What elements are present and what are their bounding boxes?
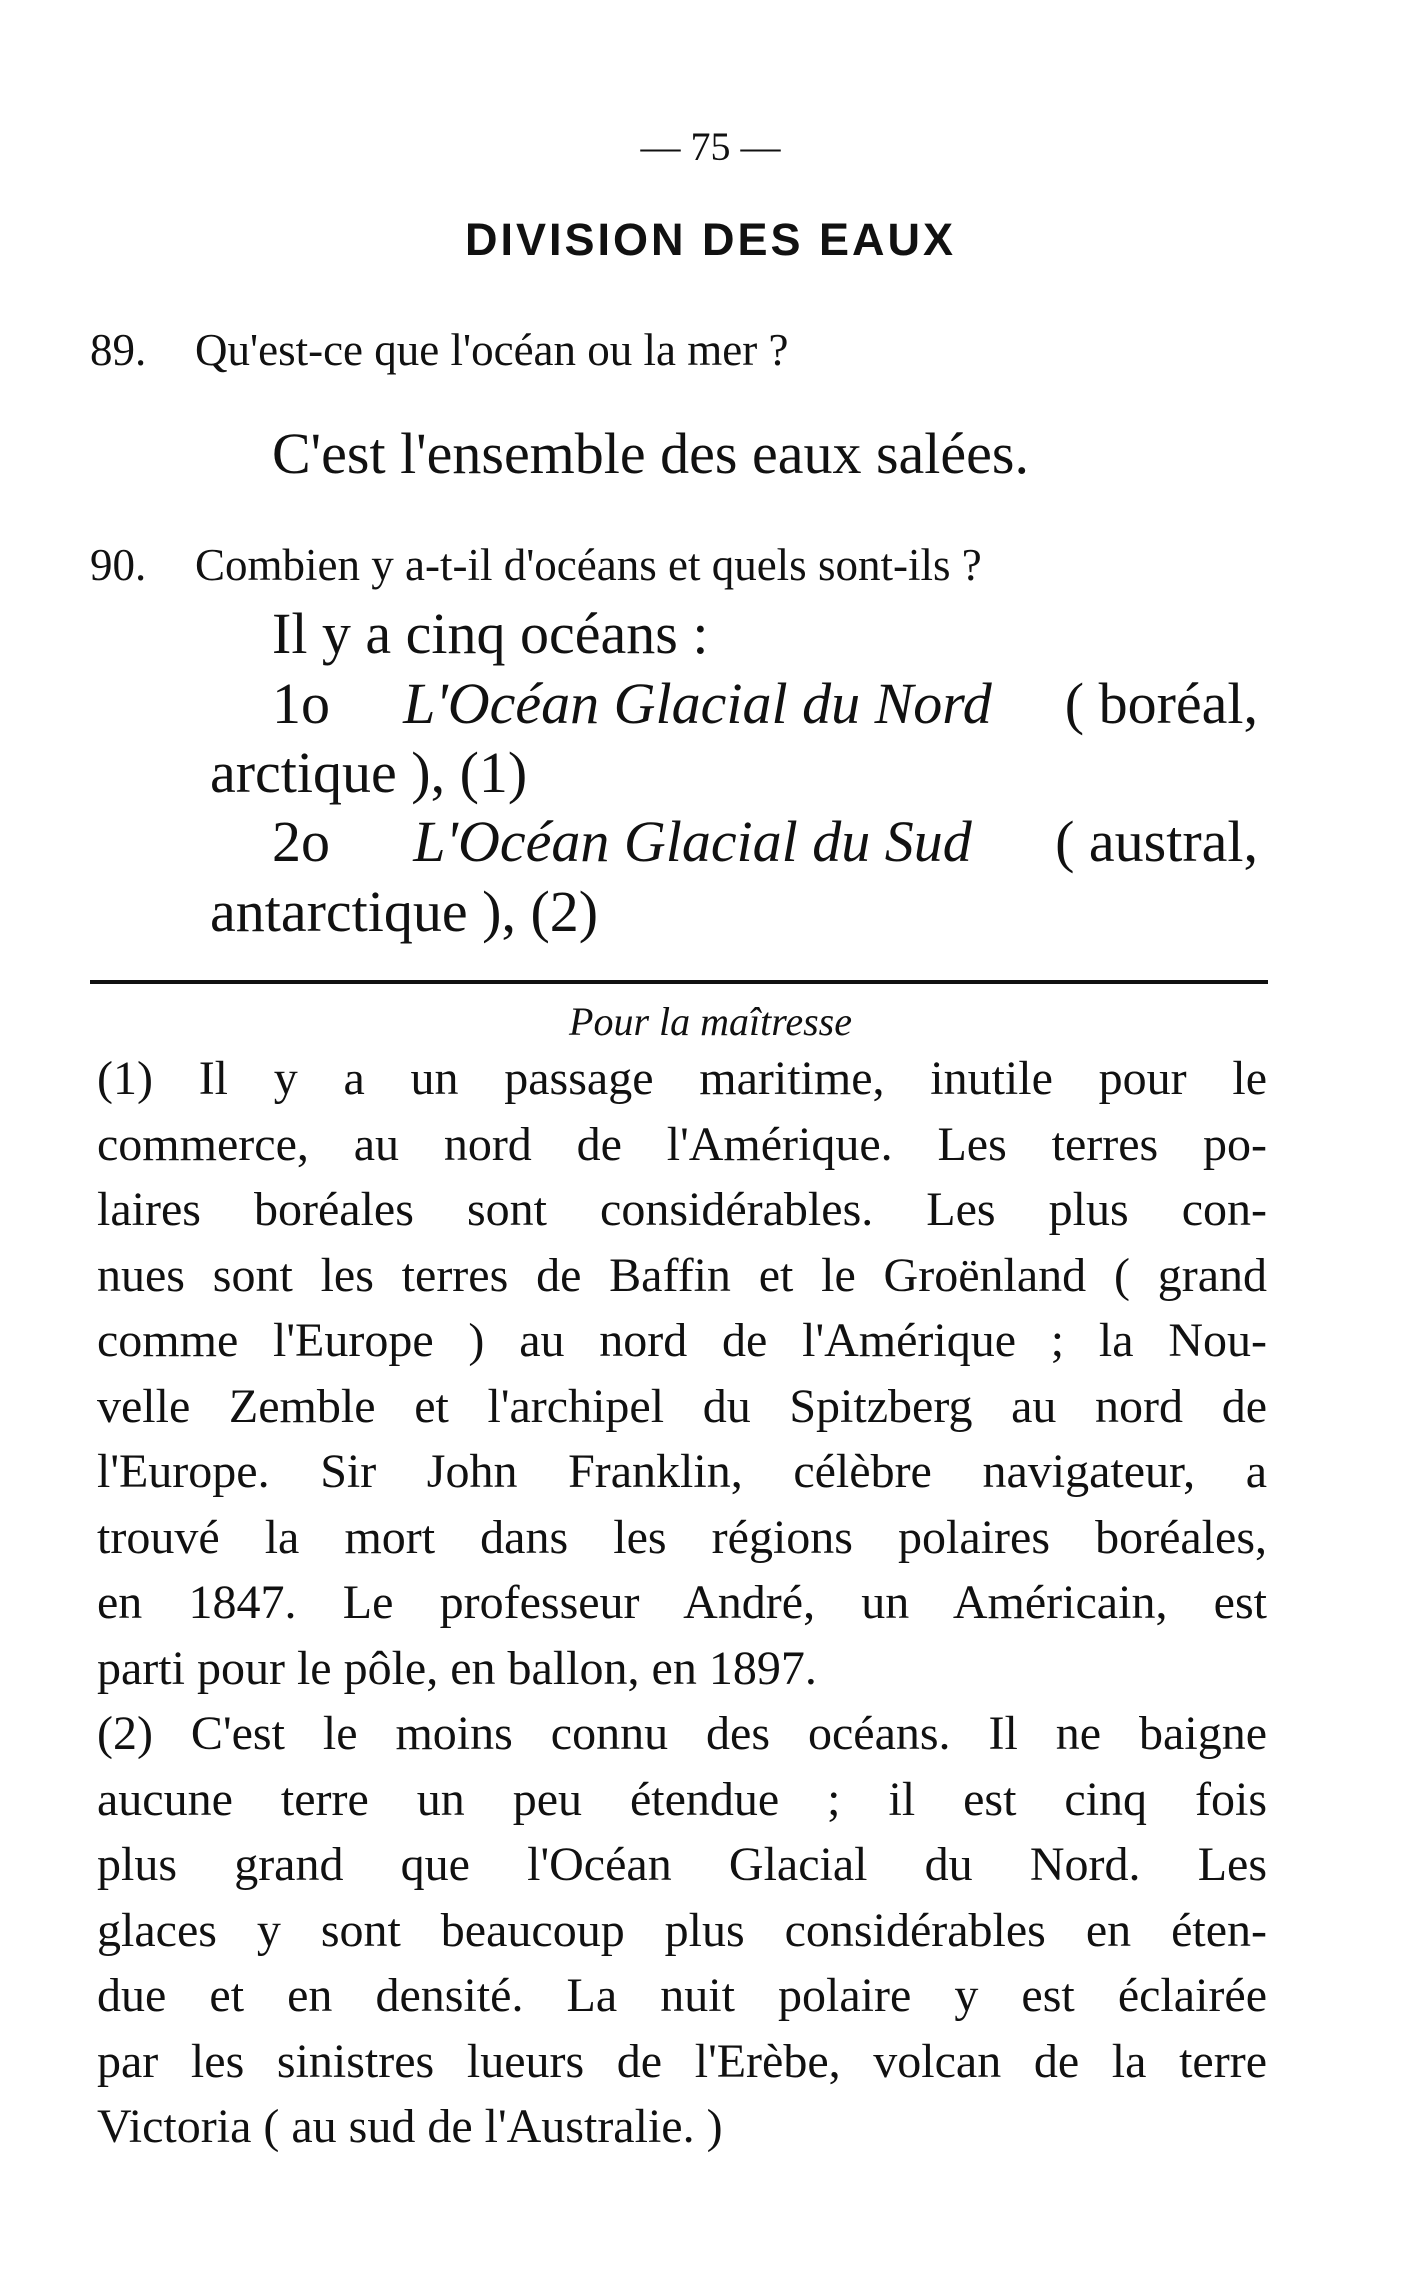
note-line: Victoria ( au sud de l'Australie. ) <box>97 2100 723 2153</box>
note-line: velle Zemble et l'archipel du Spitzberg au nord de <box>97 1379 1267 1433</box>
note-line: comme l'Europe ) au nord de l'Amérique ; la Nou- <box>97 1314 1267 1367</box>
section-title: DIVISION DES EAUX <box>464 214 957 265</box>
item-suffix: ( boréal, <box>1064 671 1258 736</box>
separator-rule <box>90 980 1268 984</box>
note-line: (2) C'est le moins connu des océans. Il ne baigne <box>97 1707 1267 1760</box>
question-90 <box>90 535 982 595</box>
note-line: glaces y sont beaucoup plus considérables en éten- <box>97 1903 1267 1957</box>
answer-89: C'est l'ensemble des eaux salées. <box>272 421 1029 486</box>
ocean-name: L'Océan Glacial du Nord <box>403 671 992 736</box>
footnote-2 <box>97 1701 1267 2160</box>
note-heading: Pour la maîtresse <box>569 999 852 1044</box>
note-line: nues sont les terres de Baffin et le Groënland ( grand <box>97 1248 1267 1302</box>
question-number: 89. <box>90 325 147 375</box>
note-line: laires boréales sont considérables. Les plus con- <box>97 1183 1267 1236</box>
note-line: commerce, au nord de l'Amérique. Les terres po- <box>97 1117 1267 1171</box>
note-line: (1) Il y a un passage maritime, inutile pour le <box>97 1052 1267 1105</box>
item-suffix: ( austral, <box>1055 809 1258 874</box>
footnote-1 <box>97 1046 1267 1701</box>
note-line: parti pour le pôle, en ballon, en 1897. <box>97 1641 817 1695</box>
note-line: aucune terre un peu étendue ; il est cinq fois <box>97 1772 1267 1826</box>
item-prefix: 2o <box>272 809 330 874</box>
answer-item-1 <box>272 668 1258 740</box>
answer-item-2 <box>272 806 1258 878</box>
answer-item-1-continued: arctique ), (1) <box>210 740 528 805</box>
answer-90-intro: Il y a cinq océans : <box>272 601 709 666</box>
question-89 <box>90 320 788 380</box>
note-line: trouvé la mort dans les régions polaires boréales, <box>97 1510 1267 1564</box>
answer-item-2-continued: antarctique ), (2) <box>210 879 599 944</box>
note-line: en 1847. Le professeur André, un Américain, est <box>97 1576 1267 1629</box>
question-text: Combien y a-t-il d'océans et quels sont-ils ? <box>195 540 982 590</box>
page-number: — 75 — <box>640 124 781 169</box>
note-line: plus grand que l'Océan Glacial du Nord. Les <box>97 1838 1267 1891</box>
question-text: Qu'est-ce que l'océan ou la mer ? <box>195 325 789 375</box>
item-prefix: 1o <box>272 671 330 736</box>
ocean-name: L'Océan Glacial du Sud <box>413 809 972 874</box>
note-line: due et en densité. La nuit polaire y est éclairée <box>97 1969 1267 2022</box>
note-line: par les sinistres lueurs de l'Erèbe, volcan de la terre <box>97 2034 1267 2088</box>
note-line: l'Europe. Sir John Franklin, célèbre navigateur, a <box>97 1445 1267 1498</box>
question-number: 90. <box>90 540 147 590</box>
